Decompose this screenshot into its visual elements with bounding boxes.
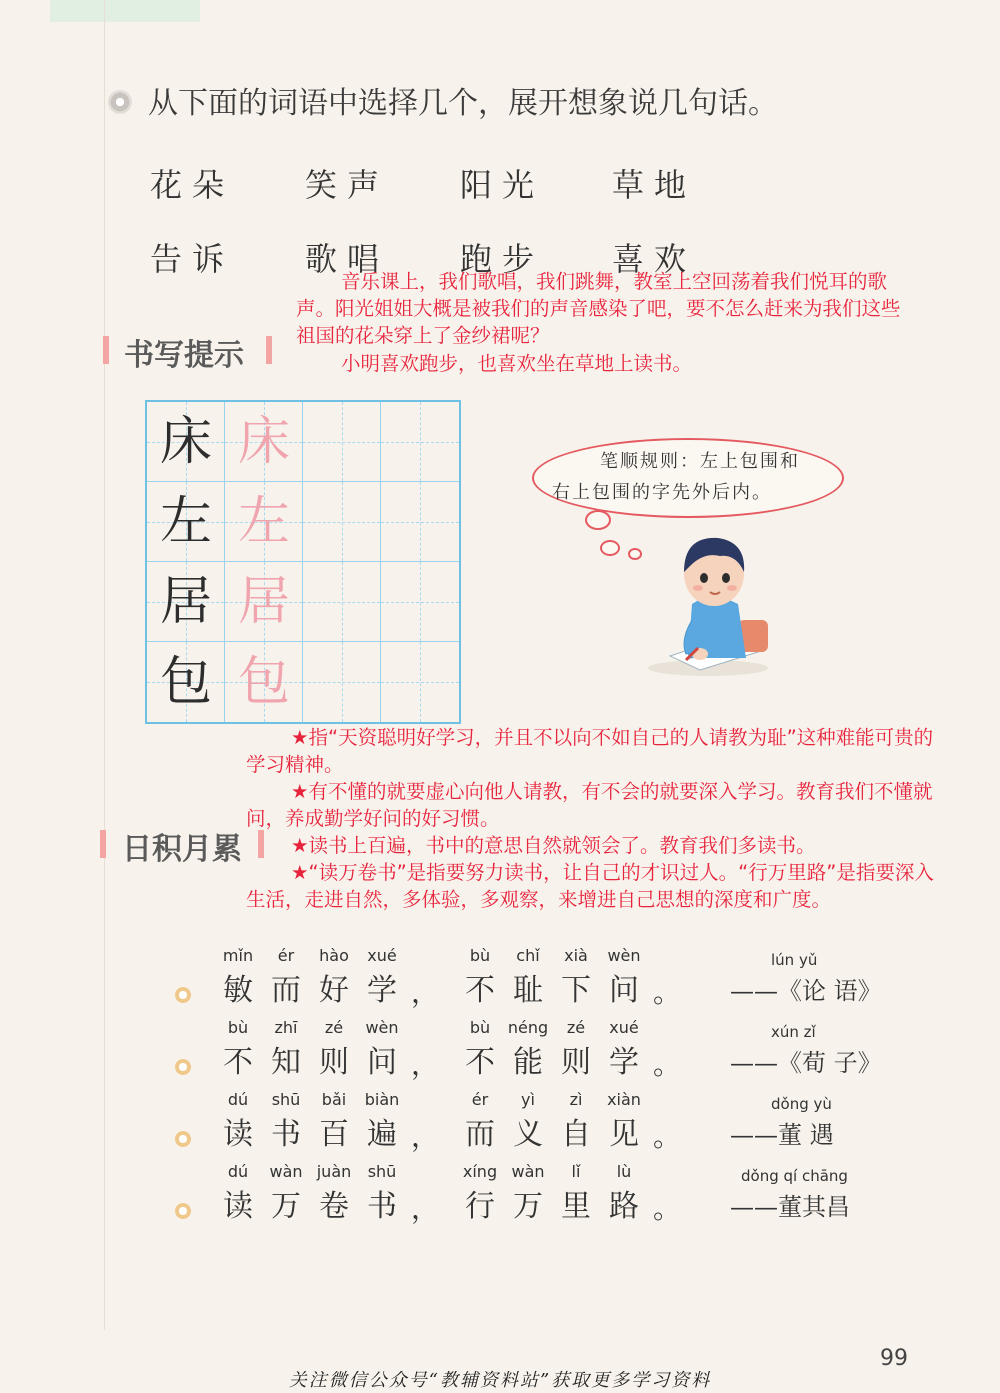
heading-bar-left-2: [100, 830, 106, 858]
pinyin: biàn: [364, 1090, 400, 1109]
pinyin: chǐ: [516, 946, 540, 965]
accumulation-note-2: ★有不懂的就要虚心向他人请教，有不会的就要深入学习。教育我们不懂就问，养成勤学好问的好习惯。: [246, 780, 933, 830]
model-char-zuo: 左: [159, 492, 212, 552]
pinyin-character: [263, 1089, 309, 1155]
instruction-bullet-icon: [108, 90, 132, 114]
quote-row: [175, 1161, 875, 1231]
hanzi: 义: [513, 1117, 543, 1152]
hanzi: 而: [271, 973, 301, 1008]
hanzi: 书: [367, 1189, 397, 1224]
instruction-text: 从下面的词语中选择几个，展开想象说几句话。: [148, 86, 778, 121]
pinyin-character: [505, 1161, 551, 1227]
hanzi: 能: [513, 1045, 543, 1080]
hanzi: 百: [319, 1117, 349, 1152]
pinyin-character: [457, 1089, 503, 1155]
quote-bullet-icon: [175, 987, 191, 1003]
pinyin-character: [359, 945, 405, 1011]
hanzi: 万: [271, 1189, 301, 1224]
footer-note: 关注微信公众号“教辅资料站”获取更多学习资料: [288, 1370, 712, 1391]
hanzi: 卷: [319, 1189, 349, 1224]
pinyin: bù: [469, 946, 491, 965]
pinyin-character: [359, 1017, 405, 1083]
stroke-tip-line-1: 笔顺规则：左上包围和: [600, 451, 800, 472]
hanzi: 敏: [223, 973, 253, 1008]
pinyin-character: [601, 1161, 647, 1227]
pinyin: hào: [319, 946, 349, 965]
pinyin-character: [215, 1089, 261, 1155]
comma: ，: [411, 1120, 440, 1153]
period: 。: [653, 1120, 682, 1153]
quote-row: [175, 1089, 875, 1159]
pinyin: shū: [367, 1162, 397, 1181]
hanzi: 行: [465, 1189, 495, 1224]
pinyin: xiàn: [607, 1090, 641, 1109]
pinyin-character: [359, 1161, 405, 1227]
pinyin-character: [263, 1017, 309, 1083]
model-char-bao: 包: [159, 652, 212, 712]
pinyin: wàn: [511, 1162, 545, 1181]
pinyin-character: [311, 1161, 357, 1227]
period: 。: [653, 1192, 682, 1225]
page-number: 99: [880, 1346, 908, 1371]
pinyin: mǐn: [222, 946, 254, 965]
word-paobu: 跑步: [460, 240, 545, 278]
hanzi: 书: [271, 1117, 301, 1152]
pinyin-character: [263, 1161, 309, 1227]
accumulation-note-4: ★“读万卷书”是指要努力读书，让自己的才识过人。“行万里路”是指要深入生活，走进自然，多体验，多观察，来增进自己思想的深度和广度。: [246, 861, 934, 911]
top-color-stripe: [50, 0, 200, 22]
trace-char-zuo: 左: [237, 492, 290, 552]
hanzi: 而: [465, 1117, 495, 1152]
hanzi: 里: [561, 1189, 591, 1224]
pinyin-character: [311, 1017, 357, 1083]
boy-reading-illustration: [640, 520, 780, 680]
answer-note-2: 小明喜欢跑步，也喜欢坐在草地上读书。: [341, 352, 693, 375]
hanzi: 不: [223, 1045, 253, 1080]
pinyin-character: [505, 1089, 551, 1155]
pinyin: xué: [609, 1018, 639, 1037]
answer-note-1: 音乐课上，我们歌唱，我们跳舞，教室上空回荡着我们悦耳的歌声。阳光姐姐大概是被我们的声音感染了吧，要不怎么赶来为我们这些祖国的花朵穿上了金纱裙呢？: [296, 270, 901, 347]
word-xihuan: 喜欢: [612, 240, 697, 278]
source-pinyin: xún zǐ: [771, 1023, 816, 1041]
pinyin: wèn: [607, 946, 641, 965]
pinyin-character: [215, 1017, 261, 1083]
pinyin-character: [359, 1089, 405, 1155]
pinyin: bǎi: [321, 1090, 347, 1109]
pinyin: yì: [521, 1090, 535, 1109]
pinyin: zhī: [274, 1018, 298, 1037]
word-gaosu: 告诉: [150, 240, 235, 278]
pinyin-character: [553, 1017, 599, 1083]
word-huaduo: 花朵: [150, 166, 235, 204]
pinyin-character: [215, 1161, 261, 1227]
pinyin: xíng: [462, 1162, 498, 1181]
stroke-tip-line-2: 右上包围的字先外后内。: [552, 482, 772, 503]
heading-bar-left: [103, 336, 109, 364]
hanzi: 读: [223, 1189, 253, 1224]
comma: ，: [411, 1192, 440, 1225]
comma: ，: [411, 976, 440, 1009]
source-pinyin: dǒng qí chāng: [741, 1167, 848, 1185]
accumulation-note-1: ★指“天资聪明好学习，并且不以向不如自己的人请教为耻”这种难能可贵的学习精神。: [246, 726, 934, 776]
quote-source: ——董其昌: [730, 1193, 850, 1221]
hanzi: 则: [319, 1045, 349, 1080]
pinyin: shū: [271, 1090, 301, 1109]
hanzi: 问: [609, 973, 639, 1008]
pinyin-character: [601, 1089, 647, 1155]
pinyin: ér: [277, 946, 295, 965]
pinyin-character: [457, 945, 503, 1011]
pinyin: bù: [469, 1018, 491, 1037]
heading-bar-right-2: [258, 830, 264, 858]
period: 。: [653, 976, 682, 1009]
pinyin-character: [457, 1161, 503, 1227]
practice-grid: [145, 400, 461, 724]
trace-char-bao: 包: [237, 652, 290, 712]
hanzi: 路: [609, 1189, 639, 1224]
model-char-chuang: 床: [159, 412, 212, 472]
accumulation-note-3: ★读书上百遍，书中的意思自然就领会了。教育我们多读书。: [291, 834, 816, 857]
pinyin-character: [263, 945, 309, 1011]
hanzi: 见: [609, 1117, 639, 1152]
pinyin: ér: [471, 1090, 489, 1109]
pinyin-character: [215, 945, 261, 1011]
pinyin: lù: [616, 1162, 632, 1181]
hanzi: 知: [271, 1045, 301, 1080]
quote-row: [175, 945, 882, 1015]
quote-bullet-icon: [175, 1059, 191, 1075]
quote-row: [175, 1017, 882, 1087]
word-gechang: 歌唱: [305, 240, 390, 278]
source-pinyin: dǒng yù: [771, 1095, 832, 1113]
pinyin-character: [457, 1017, 503, 1083]
hanzi: 不: [465, 1045, 495, 1080]
hanzi: 耻: [513, 973, 543, 1008]
pinyin-character: [601, 1017, 647, 1083]
word-yangguang: 阳光: [460, 166, 545, 204]
quote-source: ——董 遇: [730, 1121, 834, 1149]
hanzi: 读: [223, 1117, 253, 1152]
pinyin-character: [311, 945, 357, 1011]
pinyin-character: [505, 945, 551, 1011]
hanzi: 则: [561, 1045, 591, 1080]
hanzi: 问: [367, 1045, 397, 1080]
word-xiaosheng: 笑声: [305, 166, 390, 204]
pinyin: wàn: [269, 1162, 303, 1181]
quote-bullet-icon: [175, 1131, 191, 1147]
hanzi: 学: [609, 1045, 639, 1080]
quote-source: ——《荀 子》: [730, 1049, 882, 1077]
comma: ，: [411, 1048, 440, 1081]
quote-bullet-icon: [175, 1203, 191, 1219]
bubble-dot-medium: [600, 540, 620, 556]
hanzi: 好: [319, 973, 349, 1008]
pinyin: bù: [227, 1018, 249, 1037]
hanzi: 自: [561, 1117, 591, 1152]
model-char-ju: 居: [159, 572, 212, 632]
pinyin: dú: [227, 1090, 249, 1109]
pinyin-character: [311, 1089, 357, 1155]
hanzi: 学: [367, 973, 397, 1008]
pinyin-character: [553, 1089, 599, 1155]
pinyin-character: [553, 945, 599, 1011]
pinyin-character: [553, 1161, 599, 1227]
trace-char-ju: 居: [237, 572, 290, 632]
page-margin-rule: [104, 0, 105, 1330]
word-caodi: 草地: [612, 166, 697, 204]
quote-source: ——《论 语》: [730, 977, 882, 1005]
pinyin: néng: [507, 1018, 549, 1037]
pinyin: zé: [566, 1018, 586, 1037]
pinyin: dú: [227, 1162, 249, 1181]
pinyin-character: [505, 1017, 551, 1083]
heading-bar-right: [266, 336, 272, 364]
source-pinyin: lún yǔ: [771, 951, 818, 969]
pinyin: xué: [367, 946, 397, 965]
stroke-order-tip: [552, 446, 832, 508]
pinyin: juàn: [316, 1162, 352, 1181]
period: 。: [653, 1048, 682, 1081]
hanzi: 下: [561, 973, 591, 1008]
pinyin-character: [601, 945, 647, 1011]
bubble-dot-large: [585, 510, 611, 530]
trace-char-chuang: 床: [237, 412, 290, 472]
pinyin: lǐ: [571, 1162, 581, 1181]
pinyin: xià: [564, 946, 588, 965]
hanzi: 万: [513, 1189, 543, 1224]
hanzi: 遍: [367, 1117, 397, 1152]
accumulation-heading: 日积月累: [122, 832, 242, 867]
hanzi: 不: [465, 973, 495, 1008]
pinyin: wèn: [365, 1018, 399, 1037]
writing-tips-heading: 书写提示: [124, 338, 244, 373]
pinyin: zé: [324, 1018, 344, 1037]
pinyin: zì: [569, 1090, 583, 1109]
